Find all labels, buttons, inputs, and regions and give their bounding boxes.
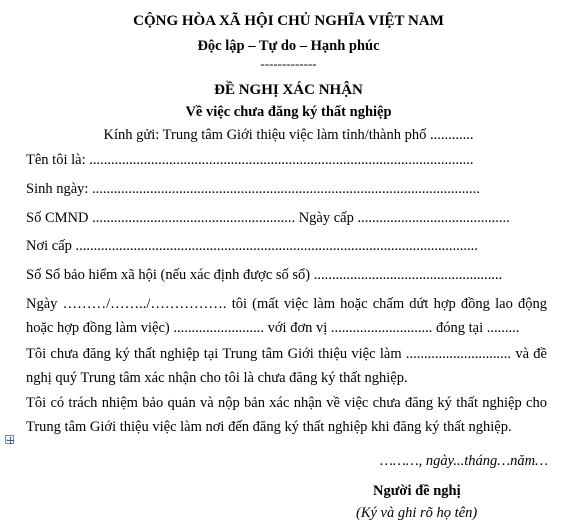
not-registered-paragraph[interactable]: Tôi chưa đăng ký thất nghiệp tại Trung tâm Giới thiệu việc làm ............................. và đề nghị quý Trung tâm xác nhận cho tôi là chưa đăng ký thất nghiệp. <box>26 346 547 386</box>
motto: Độc lập – Tự do – Hạnh phúc <box>197 38 380 54</box>
job-loss-paragraph[interactable]: Ngày ………/……../……………. tôi (mất việc làm hoặc chấm dứt hợp đồng lao động hoặc hợp đồng làm việc) ......................... với đơn vị ............................ đóng tại ......... <box>26 296 547 336</box>
name-field[interactable]: Tên tôi là: .......................................................................................................... <box>26 152 474 168</box>
date-line[interactable]: ………, ngày...tháng…năm… <box>380 453 548 469</box>
document-subtitle: Về việc chưa đăng ký thất nghiệp <box>185 104 392 120</box>
recipient-line: Kính gửi: Trung tâm Giới thiệu việc làm tỉnh/thành phố ............ <box>103 127 474 143</box>
signer-label: Người đề nghị <box>373 483 461 499</box>
table-move-handle[interactable] <box>5 435 14 444</box>
nation-header: CỘNG HÒA XÃ HỘI CHỦ NGHĨA VIỆT NAM <box>133 13 444 29</box>
issue-place-field[interactable]: Nơi cấp ............................................................................................................... <box>26 238 478 254</box>
responsibility-paragraph[interactable]: Tôi có trách nhiệm bảo quản và nộp bản xác nhận về việc chưa đăng ký thất nghiệp cho Trung tâm Giới thiệu việc làm nơi đến đăng ký thất nghiệp khi đăng ký thất nghiệp. <box>26 395 547 435</box>
move-handle-icon <box>6 436 15 445</box>
id-card-field[interactable]: Số CMND ........................................................ Ngày cấp .......................................... <box>26 210 510 226</box>
insurance-book-field[interactable]: Số Sổ bảo hiểm xã hội (nếu xác định được số sổ) .................................................... <box>26 267 503 283</box>
header-divider: ------------- <box>260 56 317 71</box>
signature-note: (Ký và ghi rõ họ tên) <box>356 505 478 521</box>
dob-field[interactable]: Sinh ngày: ........................................................................................................... <box>26 181 480 197</box>
document-title: ĐỀ NGHỊ XÁC NHẬN <box>214 82 363 98</box>
